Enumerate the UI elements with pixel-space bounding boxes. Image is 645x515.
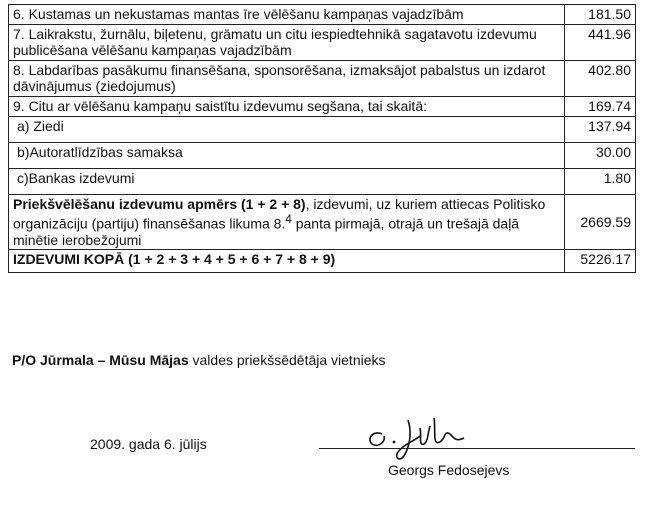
total-label-text: IZDEVUMI KOPĀ (1 + 2 + 3 + 4 + 5 + 6 + 7 + 8 + 9) (13, 250, 336, 267)
pre-election-description (9, 195, 565, 250)
row-description: a) Ziedi (9, 117, 565, 143)
pre-election-text: , izdevumi, uz kuriem attiecas Politisko organizāciju (partiju) finansēšanas likuma 8. (13, 196, 546, 232)
row-description: 9. Citu ar vēlēšanu kampaņu saistītu izdevumu segšana, tai skaitā: (9, 97, 565, 117)
total-label (9, 249, 565, 272)
row-amount: 169.74 (565, 97, 636, 117)
row-amount: 181.50 (565, 5, 636, 25)
pre-election-amount: 2669.59 (565, 195, 636, 250)
row-description: c)Bankas izdevumi (9, 169, 565, 195)
signature-line (319, 448, 635, 449)
table-row (9, 5, 636, 25)
row-amount: 402.80 (565, 61, 636, 97)
total-row (9, 249, 636, 272)
table-row (9, 97, 636, 117)
total-amount: 5226.17 (565, 249, 636, 272)
row-amount: 441.96 (565, 25, 636, 61)
table-row (9, 61, 636, 97)
organization-name: P/O Jūrmala – Mūsu Mājas (12, 352, 189, 368)
table-row (9, 117, 636, 143)
row-description: 7. Laikrakstu, žurnālu, biļetenu, grāmatu un citu iespiedtehnikā sagatavotu izdevumu publicēšana vēlēšanu kampaņas vajadzībām (9, 25, 565, 61)
row-amount: 137.94 (565, 117, 636, 143)
position-title: valdes priekšsēdētāja vietnieks (188, 352, 386, 368)
signatory-name: Georgs Fedosejevs (388, 462, 510, 478)
row-description: b)Autoratlīdzības samaksa (9, 143, 565, 169)
expenses-table (8, 4, 636, 273)
row-description: 6. Kustamas un nekustamas mantas īre vēlēšanu kampaņas vajadzībām (9, 5, 565, 25)
row-description: 8. Labdarības pasākumu finansēšana, sponsorēšana, izmaksājot pabalstus un izdarot dāvinājumus (ziedojumus) (9, 61, 565, 97)
table-row (9, 169, 636, 195)
table-row (9, 143, 636, 169)
pre-election-row (9, 195, 636, 250)
pre-election-text-end: panta pirmajā, otrajā un trešajā daļā minētie ierobežojumi (13, 215, 520, 248)
signatory-position (12, 352, 386, 368)
pre-election-label: Priekšvēlēšanu izdevumu apmērs (1 + 2 + 8) (13, 196, 306, 212)
row-amount: 1.80 (565, 169, 636, 195)
document-date: 2009. gada 6. jūlijs (90, 436, 207, 452)
row-amount: 30.00 (565, 143, 636, 169)
pre-election-sup: 4 (285, 213, 292, 226)
table-row (9, 25, 636, 61)
